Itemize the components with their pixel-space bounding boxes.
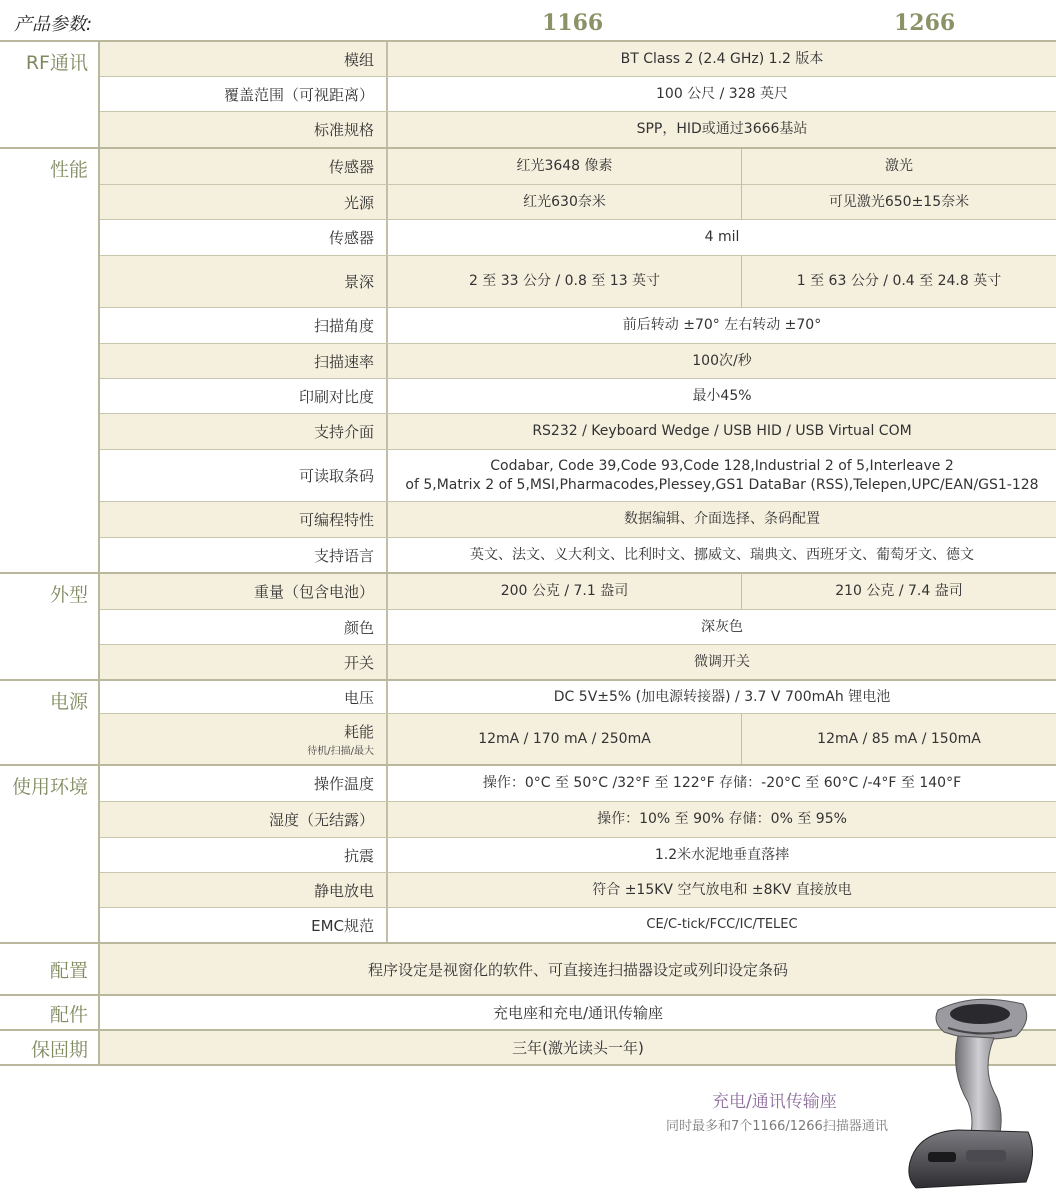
value-1166: 2 至 33 公分 / 0.8 至 13 英寸 bbox=[388, 256, 742, 307]
cradle-caption-title: 充电/通讯传输座 bbox=[712, 1092, 837, 1112]
row-name: 湿度（无结露） bbox=[100, 802, 388, 837]
table-row bbox=[100, 450, 1056, 502]
row-name: 支持语言 bbox=[100, 538, 388, 572]
table-row bbox=[100, 645, 1056, 679]
value-1266: 12mA / 85 mA / 150mA bbox=[817, 730, 981, 747]
row-value: 前后转动 ±70° 左右转动 ±70° bbox=[622, 317, 822, 334]
cradle-caption-subtitle: 同时最多和7个1166/1266扫描器通讯 bbox=[666, 1119, 888, 1134]
table-row bbox=[100, 681, 1056, 714]
row-name: 传感器 bbox=[100, 149, 388, 184]
group-label: 外型 bbox=[0, 574, 100, 679]
row-name: 重量（包含电池） bbox=[100, 574, 388, 609]
value-1166: 12mA / 170 mA / 250mA bbox=[388, 714, 742, 764]
row-value: DC 5V±5% (加电源转接器) / 3.7 V 700mAh 锂电池 bbox=[553, 688, 891, 705]
value-1266: 可见激光650±15奈米 bbox=[828, 193, 970, 210]
table-row bbox=[100, 308, 1056, 344]
group-label: 电源 bbox=[0, 681, 100, 764]
group-environment bbox=[0, 766, 1056, 944]
row-name: 支持介面 bbox=[100, 414, 388, 449]
row-name: 静电放电 bbox=[100, 873, 388, 907]
table-row bbox=[100, 802, 1056, 838]
value-1266: 激光 bbox=[885, 158, 913, 175]
row-value: SPP，HID或通过3666基站 bbox=[636, 121, 808, 138]
row-value: 英文、法文、义大利文、比利时文、挪威文、瑞典文、西班牙文、葡萄牙文、德文 bbox=[470, 546, 974, 563]
row-name-sub: 待机/扫描/最大 bbox=[307, 746, 374, 757]
row-name: 覆盖范围（可视距离） bbox=[100, 77, 388, 111]
row-name: 扫描角度 bbox=[100, 308, 388, 343]
table-row bbox=[100, 714, 1056, 764]
full-value: 三年(激光读头一年) bbox=[100, 1031, 1056, 1064]
row-name: 抗震 bbox=[100, 838, 388, 872]
group-power bbox=[0, 681, 1056, 766]
table-row bbox=[100, 344, 1056, 379]
table-row bbox=[100, 538, 1056, 572]
row-value: 数据编辑、介面选择、条码配置 bbox=[624, 511, 820, 528]
value-1266: 210 公克 / 7.4 盎司 bbox=[835, 583, 963, 600]
row-name: 颜色 bbox=[100, 610, 388, 644]
row-name: 可读取条码 bbox=[100, 450, 388, 501]
row-name: 开关 bbox=[100, 645, 388, 679]
barcode-list-line-2: of 5,Matrix 2 of 5,MSI,Pharmacodes,Plessey,GS1 DataBar (RSS),Telepen,UPC/EAN/GS1-128 bbox=[405, 476, 1039, 493]
row-name: 操作温度 bbox=[100, 766, 388, 801]
row-name: 电压 bbox=[100, 681, 388, 713]
row-name: 标准规格 bbox=[100, 112, 388, 147]
table-row bbox=[100, 766, 1056, 802]
table-row bbox=[100, 112, 1056, 147]
group-label: 保固期 bbox=[0, 1031, 100, 1064]
row-name: 扫描速率 bbox=[100, 344, 388, 378]
table-row bbox=[100, 414, 1056, 450]
row-name: EMC规范 bbox=[100, 908, 388, 942]
model-1166-heading: 1166 bbox=[542, 10, 604, 36]
group-form bbox=[0, 574, 1056, 681]
table-row bbox=[100, 379, 1056, 414]
row-value: RS232 / Keyboard Wedge / USB HID / USB Virtual COM bbox=[532, 423, 912, 440]
scanner-cradle-image bbox=[898, 992, 1048, 1192]
value-1166: 红光3648 像素 bbox=[388, 149, 742, 184]
row-name: 模组 bbox=[100, 42, 388, 76]
value-1266: 1 至 63 公分 / 0.4 至 24.8 英寸 bbox=[796, 273, 1002, 290]
table-row bbox=[100, 256, 1056, 308]
row-name-main: 耗能 bbox=[343, 723, 374, 741]
row-name: 可编程特性 bbox=[100, 502, 388, 537]
table-row bbox=[100, 502, 1056, 538]
row-value: CE/C-tick/FCC/IC/TELEC bbox=[646, 916, 798, 932]
row-value: 深灰色 bbox=[701, 618, 743, 635]
group-label: RF通讯 bbox=[0, 42, 100, 147]
row-name bbox=[100, 714, 388, 764]
model-1266-heading: 1266 bbox=[894, 10, 956, 36]
row-name: 光源 bbox=[100, 185, 388, 219]
row-value bbox=[388, 450, 1056, 501]
row-name: 景深 bbox=[100, 256, 388, 307]
group-label: 配件 bbox=[0, 996, 100, 1029]
row-value: 1.2米水泥地垂直落摔 bbox=[654, 846, 790, 863]
group-performance bbox=[0, 149, 1056, 574]
table-row bbox=[100, 149, 1056, 185]
row-value: 操作：0°C 至 50°C /32°F 至 122°F 存储：-20°C 至 60°C /-4°F 至 140°F bbox=[482, 775, 962, 792]
group-rf bbox=[0, 42, 1056, 149]
table-row bbox=[100, 908, 1056, 942]
row-value: BT Class 2 (2.4 GHz) 1.2 版本 bbox=[620, 50, 824, 67]
row-value: 100次/秒 bbox=[692, 352, 752, 369]
row-value: 微调开关 bbox=[694, 653, 750, 670]
spec-title: 产品参数: bbox=[14, 14, 93, 35]
full-value: 程序设定是视窗化的软件、可直接连扫描器设定或列印设定条码 bbox=[100, 944, 1056, 994]
table-row bbox=[100, 574, 1056, 610]
row-value: 4 mil bbox=[704, 229, 740, 246]
group-label: 使用环境 bbox=[0, 766, 100, 942]
full-value: 充电座和充电/通讯传输座 bbox=[492, 1004, 664, 1022]
group-config bbox=[0, 944, 1056, 996]
table-row bbox=[100, 220, 1056, 256]
row-value: 符合 ±15KV 空气放电和 ±8KV 直接放电 bbox=[592, 881, 852, 898]
table-row bbox=[100, 873, 1056, 908]
value-1166: 200 公克 / 7.1 盎司 bbox=[388, 574, 742, 609]
group-label: 配置 bbox=[0, 944, 100, 994]
row-value: 100 公尺 / 328 英尺 bbox=[656, 85, 788, 102]
table-row bbox=[100, 610, 1056, 645]
table-row bbox=[100, 838, 1056, 873]
table-row bbox=[100, 185, 1056, 220]
row-value: 操作：10% 至 90% 存储：0% 至 95% bbox=[597, 811, 847, 828]
table-row bbox=[100, 77, 1056, 112]
row-value: 最小45% bbox=[692, 387, 752, 404]
row-name: 传感器 bbox=[100, 220, 388, 255]
table-row bbox=[100, 42, 1056, 77]
barcode-list-line-1: Codabar, Code 39,Code 93,Code 128,Industrial 2 of 5,Interleave 2 bbox=[490, 458, 954, 475]
spec-table bbox=[0, 42, 1056, 1066]
value-1166: 红光630奈米 bbox=[388, 185, 742, 219]
spec-header bbox=[0, 0, 1056, 40]
row-name: 印刷对比度 bbox=[100, 379, 388, 413]
group-label: 性能 bbox=[0, 149, 100, 572]
